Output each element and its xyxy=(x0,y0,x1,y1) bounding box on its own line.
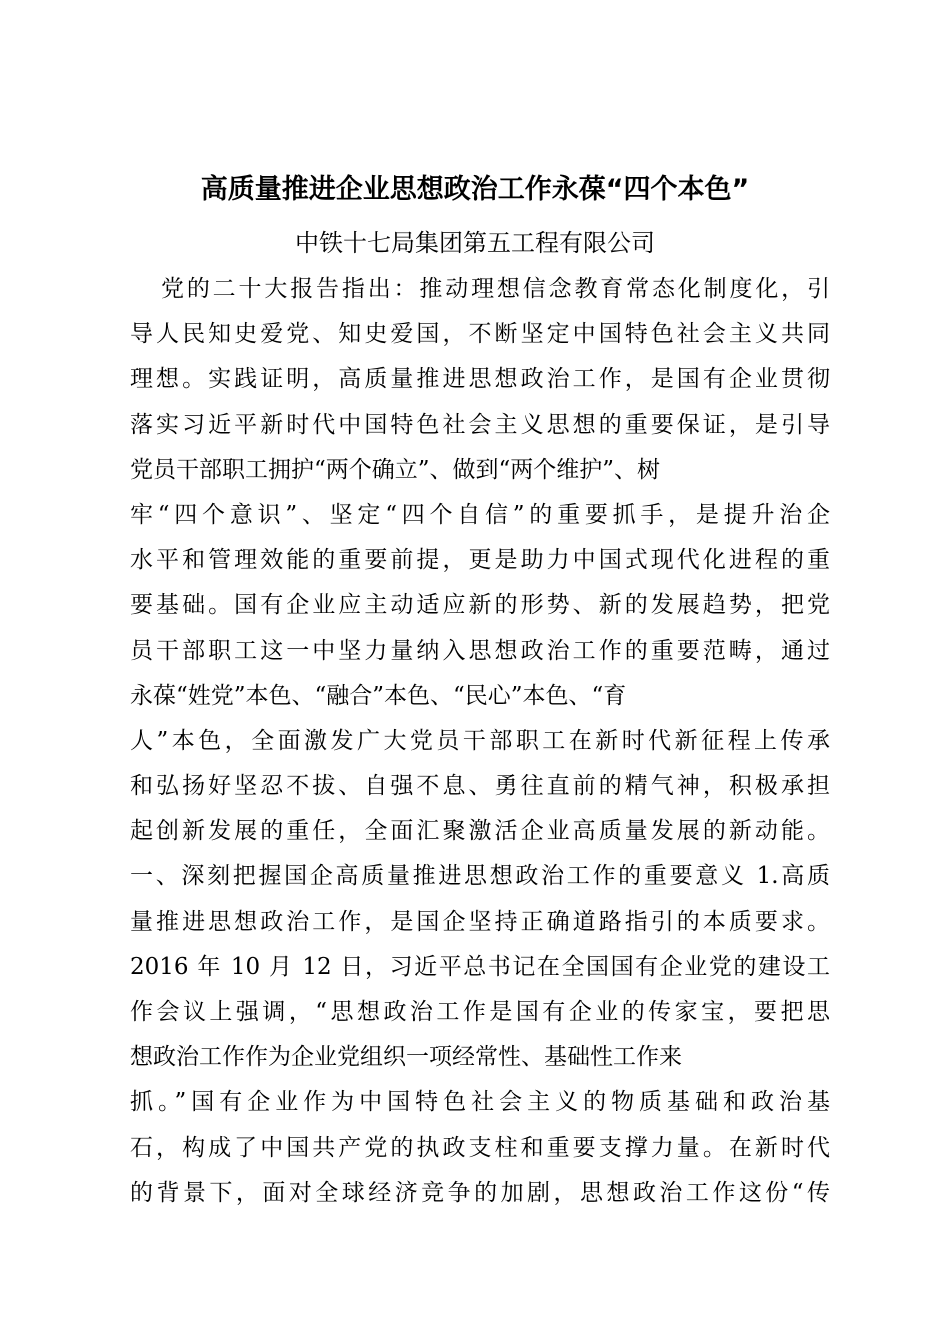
body-line: 落实习近平新时代中国特色社会主义思想的重要保证，是引导 xyxy=(130,411,830,438)
body-line: 导人民知史爱党、知史爱国，不断坚定中国特色社会主义共同 xyxy=(130,321,830,348)
body-line: 员干部职工这一中坚力量纳入思想政治工作的重要范畴，通过 xyxy=(130,637,830,664)
body-line: 抓。”国有企业作为中国特色社会主义的物质基础和政治基 xyxy=(130,1089,830,1116)
body-line: 量推进思想政治工作，是国企坚持正确道路指引的本质要求。 xyxy=(130,908,830,935)
body-line: 想政治工作作为企业党组织一项经常性、基础性工作来 xyxy=(130,1044,682,1071)
body-line: 作会议上强调，“思想政治工作是国有企业的传家宝，要把思 xyxy=(130,999,830,1025)
body-line: 党的二十大报告指出：推动理想信念教育常态化制度化，引 xyxy=(161,276,830,302)
body-line: 2016 年 10 月 12 日，习近平总书记在全国国有企业党的建设工 xyxy=(130,953,830,980)
body-line: 石，构成了中国共产党的执政支柱和重要支撑力量。在新时代 xyxy=(130,1134,830,1161)
body-line: 人”本色，全面激发广大党员干部职工在新时代新征程上传承 xyxy=(130,727,830,754)
body-line: 永葆“姓党”本色、“融合”本色、“民心”本色、“育 xyxy=(130,682,627,709)
body-line: 的背景下，面对全球经济竞争的加剧，思想政治工作这份“传 xyxy=(130,1179,830,1206)
body-line: 起创新发展的重任，全面汇聚激活企业高质量发展的新动能。 xyxy=(130,818,830,845)
body-line: 水平和管理效能的重要前提，更是助力中国式现代化进程的重 xyxy=(130,547,830,574)
body-line: 理想。实践证明，高质量推进思想政治工作，是国有企业贯彻 xyxy=(130,366,830,393)
body-line: 党员干部职工拥护“两个确立”、做到“两个维护”、树 xyxy=(130,456,661,483)
body-line: 要基础。国有企业应主动适应新的形势、新的发展趋势，把党 xyxy=(130,592,830,619)
body-text xyxy=(130,267,830,1216)
body-line: 一、深刻把握国企高质量推进思想政治工作的重要意义 1.高质 xyxy=(130,863,830,890)
body-line: 和弘扬好坚忍不拔、自强不息、勇往直前的精气神，积极承担 xyxy=(130,773,830,800)
body-line: 牢“四个意识”、坚定“四个自信”的重要抓手，是提升治企 xyxy=(130,501,830,528)
document-title: 高质量推进企业思想政治工作永葆“四个本色” xyxy=(200,174,750,205)
organization-name: 中铁十七局集团第五工程有限公司 xyxy=(295,229,655,257)
